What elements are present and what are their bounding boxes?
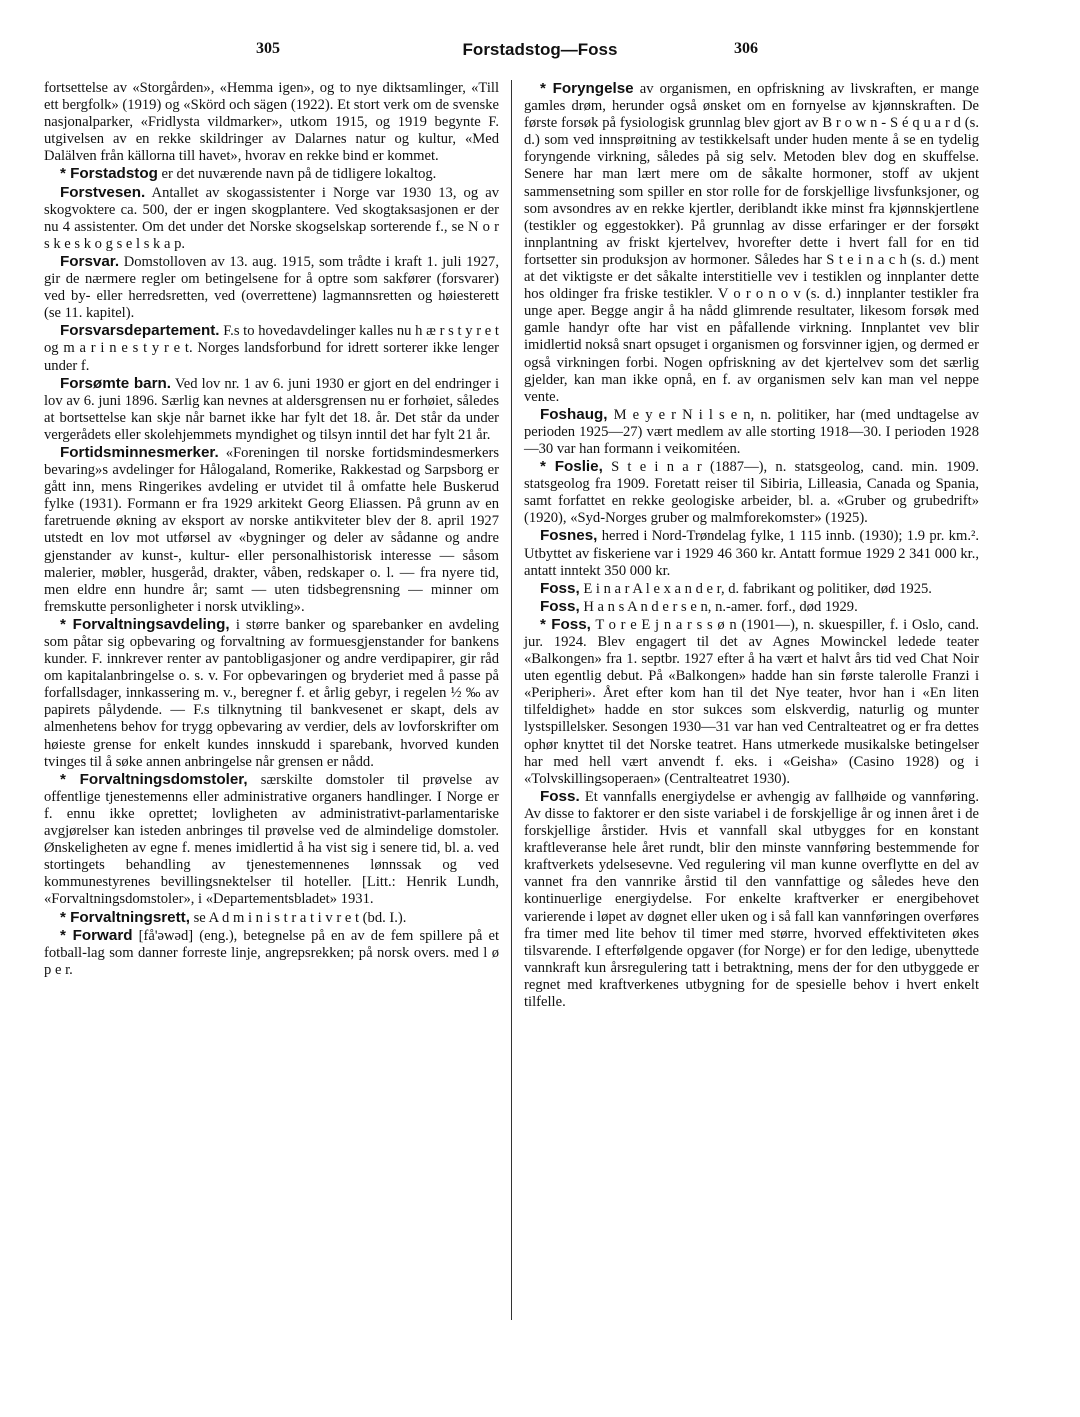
- entry-foss-hans: [524, 598, 979, 616]
- entry-text: særskilte domstoler til prøvelse av offentlige tjenestemenns eller administrative organers handlinger. I Norge er f. ennu ikke oprettet; lovligheten av administrativt-parlamentariske avgjørelser kan isteden anbringes til prøvelse ved de almindelige domstoler. Ønskeligheten av egne f. menes imidlertid å ha vist sig i senere tid, bl. a. ved stortingets behandling av tjenestemennenes lønnssak og ved kommunestyrenes bevillingsnektelser til hoteller. [Litt.: Henrik Lundh, «Forvaltningsdomstoler», i «Departementsbladet» 1931.: [44, 771, 499, 908]
- entry-forward: [44, 927, 499, 979]
- running-title: Forstadstog—Foss: [462, 40, 618, 59]
- entry-forvaltningsdomstoler: [44, 771, 499, 909]
- entry-forvaltningsrett: [44, 909, 499, 927]
- entry-text: fortsettelse av «Storgården», «Hemma igen», og to nye diktsamlinger, «Till ett bergfolk» (1919) og «Skörd och sägen (1922). Et stort verk om de svenske nasjonalparker, «Fridlysta vildmarker», utkom 1915, og 1919 begynte F. utgivelsen av en rekke skildringer av Dalarnes natur og kultur, «Med Dalälven från källorna till havet», hvorav en rekke bind er kommet.: [44, 80, 499, 165]
- entry-text: [få'əwəd] (eng.), betegnelse på en av de fem spillere på et fotball-lag som danner forreste linje, angrepsrekken; på norsk overs. med l ø p e r.: [44, 927, 499, 978]
- entry-headword: Forsvarsdepartement.: [60, 322, 220, 340]
- entry-headword: * Foslie,: [540, 458, 603, 476]
- entry-forstadstog: [44, 165, 499, 183]
- entry-text: T o r e E j n a r s s ø n (1901—), n. skuespiller, f. i Oslo, cand. jur. 1924. Blev engagert til det av Agnes Mowinckel ledede teater «Balkongen» fra 1. septbr. 1927 efter å ha vært et halvt års tid ved Chat Noir uten egentlig debut. På «Balkongen» hadde han sin første talerolle Franzi i «Peripheri». Året efter kom han til det Nye teater, hvor han i «En liten tilfeldighet» hadde en stor sukces som elskverdig, naturlig og munter lystspillelsker. Sesongen 1930—31 var han ved Centralteatret og er fra dettes ophør knyttet til det Norske teatret. Hans utmerkede musikalske betingelser har med hell vært anvendt f. eks. i «Geisha» (Casino 1928) og i «Tolvskillingsoperaen» (Centralteatret 1930).: [524, 616, 979, 787]
- entry-headword: Foss.: [540, 787, 580, 805]
- right-column: [524, 80, 979, 1011]
- entry-forvaltningsavdeling: [44, 616, 499, 771]
- entry-headword: Forstvesen.: [60, 183, 146, 201]
- entry-headword: Fosnes,: [540, 527, 598, 545]
- entry-headword: * Foryngelse: [540, 80, 634, 97]
- entry-text: av organismen, en opfriskning av livskraften, er mange gamles drøm, herunder også ønsket om en fornyelse av kjønnskraften. De første forsøk på fysiologisk grunnlag blev gjort av B r o w n - S é q u a r d (s. d.) som ved innsprøitning av testikkelsaft under huden mente å se en tydelig foryngende virkning, således på sig selv. Metoden blev dog en skuffelse. Senere har man lært mere om de såkalte hormoner, stoff av ukjent sammensetning som spiller en stor rolle for de forskjellige livsfunksjoner, og som avsondres av en rekke kjertler, deriblandt ikke minst fra kjønnskjertlene (testikler og eggestokker). På grunnlag av disse erfaringer er der forsøkt innplantning av friskt kjertelvev, hvorefter dette i hvert fall for en tid fortsetter sin produksjon av hormoner. Således har S t e i n a c h (s. d.) ment at det viktigste er det såkalte interstitielle vev i testiklen og innplanter dette hos oldinger fra friske testikler. V o r o n o v (s. d.) innplanter testikler fra unge aper. Begge angir å ha nådd glimrende resultater, likesom forsøk med gamle handyr ofte har vist en påfallende virkning. Innplantet vev blir imidlertid nokså snart opsuget i organismen og forsvinner igjen, og dermed er også virkningen forbi. Nogen opfriskning av det kjertelvev som det særlig gjelder, kan man ikke opnå, en f. av organismen selv kan man vel neppe vente.: [524, 81, 980, 405]
- entry-text: Ved lov nr. 1 av 6. juni 1930 er gjort en del endringer i lov av 6. juni 1896. Særlig kan nevnes at aldersgrensen nu er forhøiet, således at bortsettelse kan skje når barnet ikke har fylt det 18. år. Det står da under vergerådets eller skolehjemmets myndighet og tilsyn inntil det har fylt 21 år.: [44, 375, 500, 443]
- entry-headword: * Forward: [60, 926, 133, 944]
- entry-headword: * Forvaltningsavdeling,: [60, 615, 230, 633]
- entry-headword: Forsømte barn.: [60, 374, 172, 392]
- entry-foss-waterfall: [524, 788, 979, 1011]
- entry-fosnes: [524, 527, 979, 579]
- entry-foss-tore: [524, 616, 979, 788]
- page-number-left: 305: [256, 40, 280, 57]
- page-header: [0, 40, 1080, 68]
- entry-text: herred i Nord-Trøndelag fylke, 1 115 innb. (1930); 1.9 pr. km.². Utbyttet av fiskeriene var i 1929 46 360 kr. Antatt formue 1929 2 341 000 kr., antatt inntekt 350 000 kr.: [524, 528, 979, 579]
- entry-text: er det nuværende navn på de tidligere lokaltog.: [161, 166, 437, 183]
- entry-headword: * Forvaltningsdomstoler,: [60, 770, 248, 788]
- entry-headword: * Forstadstog: [60, 165, 158, 183]
- entry-headword: * Foss,: [540, 615, 591, 633]
- left-column: [44, 80, 499, 979]
- entry-text: Antallet av skogassistenter i Norge var 1930 13, og av skogvoktere ca. 500, der er ingen skogplantere. Ved skogtaksasjonen er der nu 4 assistenter. Om det under det Norske skogselskap sorterende f., se N o r s k e s k o g s e l s k a p.: [44, 184, 499, 252]
- entry-continuation: [44, 80, 499, 165]
- entry-forsvar: [44, 253, 499, 322]
- entry-forsomte-barn: [44, 375, 499, 444]
- entry-headword: Foshaug,: [540, 405, 608, 423]
- entry-text: E i n a r A l e x a n d e r, d. fabrikant og politiker, død 1925.: [583, 580, 932, 597]
- entry-text: i større banker og sparebanker en avdeling som påtar sig opbevaring og forvaltning av formuesgjenstander for bankens kunder. F. innkrever renter av pantobligasjoner og andre verdipapirer, gir råd om kapitalanbringelse o. s. v. For opbevaringen og bryderiet med å passe på forfallsdager, innkassering m. v., beregner f. et årlig gebyr, i regelen ½ ‰ av papirets pålydende. — F.s tilknytning til bankvesenet er skapt, dels av almenhetens behov for trygg opbevaring av verdier, dels av lovforskrifter om høieste grense for enkelt kundes innskudd i sparebank, hvorved kunden tvinges til å søke annen anbringelse når grensen er nådd.: [44, 616, 499, 770]
- entry-foss-einar: [524, 580, 979, 598]
- page-number-right: 306: [734, 40, 758, 57]
- entry-headword: Foss,: [540, 597, 580, 615]
- entry-headword: Fortidsminnesmerker.: [60, 443, 219, 461]
- entry-text: «Foreningen til norske fortidsmindesmerkers bevaring»s avdelinger for Hålogaland, Romerike, Rakkestad og Sarpsborg er gått inn, mens Ringerikes avdeling er utvidet til å omfatte hele Buskerud fylke (1931). Formann er fra 1929 arkitekt Georg Eliassen. På grunn av en faretruende økning av eksport av norske antikviteter blev der 8. april 1927 utstedt en lov mot utførsel av «bygninger og deler av sådanne og andre gjenstander av kunst-, kultur- eller personalhistorisk interesse — såsom malerier, møbler, husgeråd, drakter, våben, redskaper o. l. — fra nyere tid, men eldre enn hundre år; samt — uten tidsbegrensning — minner om fremskutte personligheter i norsk utvikling».: [44, 444, 500, 615]
- column-divider: [511, 80, 512, 1320]
- entry-text: se A d m i n i s t r a t i v r e t (bd. I.).: [193, 909, 407, 926]
- entry-foshaug: [524, 406, 979, 458]
- entry-fortidsminnesmerker: [44, 444, 499, 616]
- entry-headword: * Forvaltningsrett,: [60, 908, 190, 926]
- entry-text: Et vannfalls energiydelse er avhengig av fallhøide og vannføring. Av disse to faktorer er den siste variabel i de forskjellige år og innen året i de forskjellige årstider. Hvis et vannfall skal utbygges for en konstant kraftleveranse hele året rundt, blir den minste vannføring bestemmende for kraftverkets ydelsesevne. Ved regulering vil man kunne overflytte en del av vannet fra den vannrike årstid til den vannfattige og således heve den kontinuerlige energiydelse. For enkelte kraftverker er energibehovet varierende i løpet av døgnet eller uken og i så fall kan vannføringen overføres fra timer med lite behov til timer med større, hvorved effektiviteten økes tilsvarende. I efterfølgende opgaver (for Norge) er for den ledige, ubenyttede vannkraft kun årsregulering tatt i betraktning, mens der for den utbyggede er regnet med kraftverkenes utbygning for de spesielle behov i hvert enkelt tilfelle.: [524, 788, 979, 1010]
- entry-foryngelse: [524, 80, 979, 406]
- entry-text: Domstolloven av 13. aug. 1915, som trådte i kraft 1. juli 1927, gir de nærmere regler om betingelsene for å optre som sakfører (forsvarer) ved by- eller herredsretten, ved (overrettene) lagmannsretten og høiesterett (se 11. kapitel).: [44, 253, 499, 322]
- entry-text: F.s to hovedavdelinger kalles nu h æ r s t y r e t og m a r i n e s t y r e t. Norges landsforbund for idrett sorterer ikke lenger under f.: [44, 323, 499, 374]
- entry-text: M e y e r N i l s e n, n. politiker, har (med undtagelse av perioden 1925—27) vært medlem av alle storting 1918—30. I perioden 1928—30 var han formann i veikomitéen.: [524, 406, 979, 457]
- entry-headword: Foss,: [540, 579, 580, 597]
- entry-text: S t e i n a r (1887—), n. statsgeolog, cand. min. 1909. statsgeolog fra 1909. Foretatt reiser til Sibiria, Lilleasia, Canada og Spania, samt forfattet en rekke geologiske arbeider, bl. a. «Gruber og grubedrift» (1920), «Syd-Norges gruber og malmforekomster» (1925).: [524, 459, 979, 527]
- entry-text: H a n s A n d e r s e n, n.-amer. forf., død 1929.: [583, 598, 858, 615]
- entry-foslie: [524, 458, 979, 527]
- entry-forsvarsdepartement: [44, 322, 499, 374]
- entry-headword: Forsvar.: [60, 252, 120, 270]
- entry-forstvesen: [44, 184, 499, 253]
